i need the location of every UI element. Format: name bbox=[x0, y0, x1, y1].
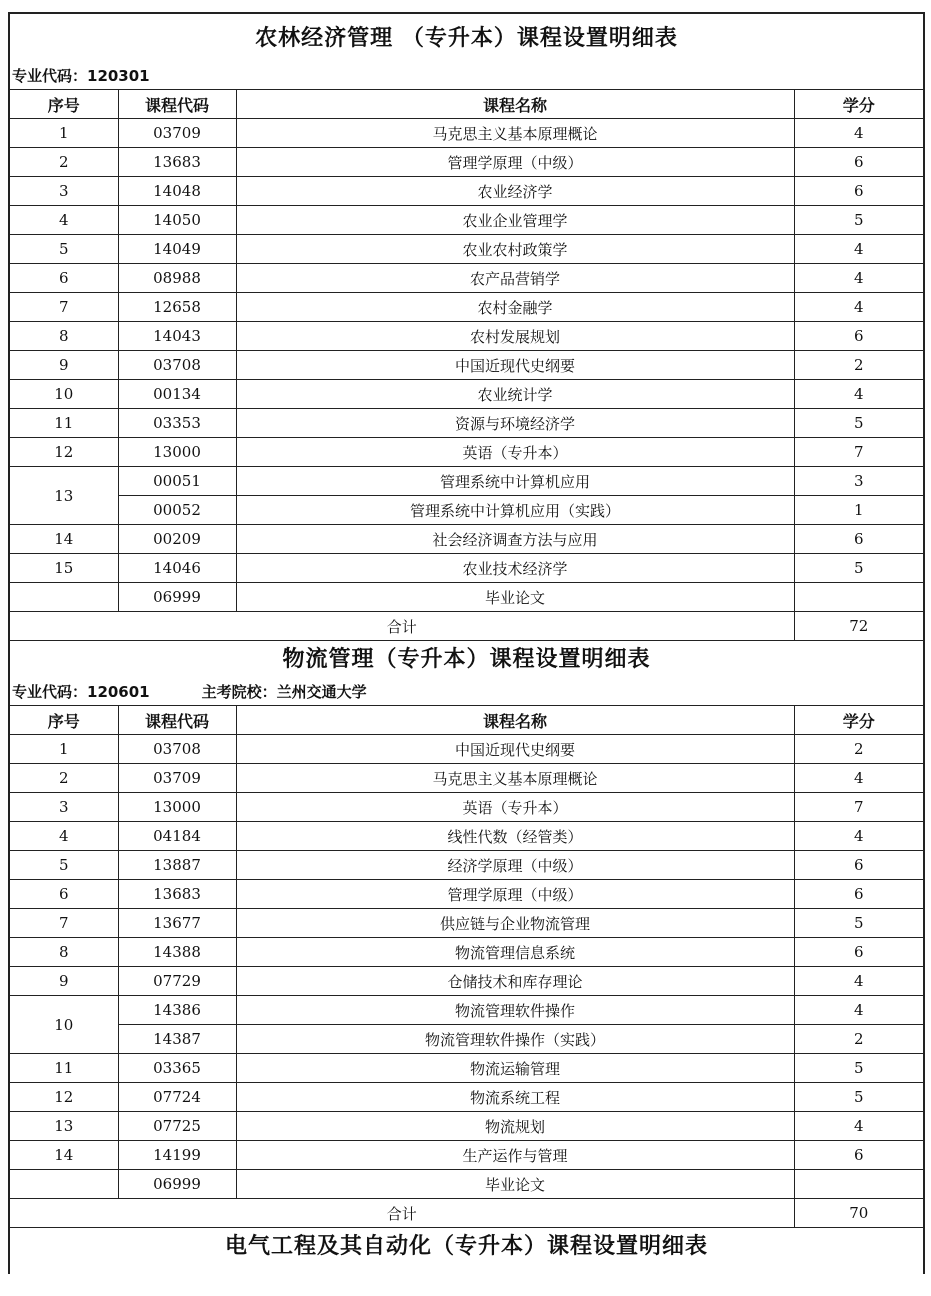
row-index: 1 bbox=[10, 735, 118, 764]
row-index: 13 bbox=[10, 467, 118, 525]
table1-header-row bbox=[10, 90, 923, 119]
row-index: 8 bbox=[10, 938, 118, 967]
table-row bbox=[10, 822, 923, 851]
row-credit: 6 bbox=[794, 938, 923, 967]
row-name: 供应链与企业物流管理 bbox=[236, 909, 794, 938]
row-code: 13677 bbox=[118, 909, 236, 938]
row-code: 07725 bbox=[118, 1112, 236, 1141]
table-row bbox=[10, 148, 923, 177]
table-row bbox=[10, 793, 923, 822]
row-credit: 7 bbox=[794, 793, 923, 822]
table2-meta bbox=[10, 679, 923, 706]
row-index: 3 bbox=[10, 177, 118, 206]
row-code: 07724 bbox=[118, 1083, 236, 1112]
row-name: 农业统计学 bbox=[236, 380, 794, 409]
table1-total-row bbox=[10, 612, 923, 641]
row-name: 马克思主义基本原理概论 bbox=[236, 764, 794, 793]
table1-major-code: 专业代码：120301 bbox=[12, 67, 150, 85]
row-credit: 5 bbox=[794, 909, 923, 938]
row-code: 14387 bbox=[118, 1025, 236, 1054]
row-credit: 4 bbox=[794, 1112, 923, 1141]
table-row bbox=[10, 467, 923, 496]
row-code: 13887 bbox=[118, 851, 236, 880]
table-row bbox=[10, 293, 923, 322]
row-code: 13683 bbox=[118, 148, 236, 177]
table-row bbox=[10, 119, 923, 148]
row-index: 4 bbox=[10, 822, 118, 851]
row-credit: 5 bbox=[794, 554, 923, 583]
row-name: 物流系统工程 bbox=[236, 1083, 794, 1112]
table-row bbox=[10, 1083, 923, 1112]
table-row bbox=[10, 554, 923, 583]
row-credit: 1 bbox=[794, 496, 923, 525]
row-index: 14 bbox=[10, 1141, 118, 1170]
row-credit: 4 bbox=[794, 235, 923, 264]
row-name: 管理学原理（中级） bbox=[236, 148, 794, 177]
table-row bbox=[10, 1170, 923, 1199]
table-row bbox=[10, 177, 923, 206]
row-name: 资源与环境经济学 bbox=[236, 409, 794, 438]
row-credit: 2 bbox=[794, 1025, 923, 1054]
table-row bbox=[10, 967, 923, 996]
row-name: 马克思主义基本原理概论 bbox=[236, 119, 794, 148]
row-credit: 5 bbox=[794, 1054, 923, 1083]
row-credit: 5 bbox=[794, 1083, 923, 1112]
table-row bbox=[10, 764, 923, 793]
table-row bbox=[10, 351, 923, 380]
row-credit: 4 bbox=[794, 380, 923, 409]
row-code: 14049 bbox=[118, 235, 236, 264]
table2-title: 物流管理（专升本）课程设置明细表 bbox=[282, 647, 651, 672]
table-row bbox=[10, 409, 923, 438]
row-code: 14043 bbox=[118, 322, 236, 351]
row-name: 物流规划 bbox=[236, 1112, 794, 1141]
row-index: 12 bbox=[10, 1083, 118, 1112]
row-code: 14386 bbox=[118, 996, 236, 1025]
row-credit: 6 bbox=[794, 525, 923, 554]
row-name: 农产品营销学 bbox=[236, 264, 794, 293]
row-code: 03709 bbox=[118, 119, 236, 148]
table2 bbox=[10, 706, 923, 1228]
row-index: 7 bbox=[10, 293, 118, 322]
table-row bbox=[10, 1141, 923, 1170]
table-row bbox=[10, 583, 923, 612]
table-row bbox=[10, 938, 923, 967]
row-credit: 6 bbox=[794, 148, 923, 177]
row-credit: 6 bbox=[794, 880, 923, 909]
row-index: 4 bbox=[10, 206, 118, 235]
table-row bbox=[10, 380, 923, 409]
row-index: 3 bbox=[10, 793, 118, 822]
row-name: 物流管理软件操作 bbox=[236, 996, 794, 1025]
row-index: 1 bbox=[10, 119, 118, 148]
row-name: 物流管理信息系统 bbox=[236, 938, 794, 967]
total-label: 合计 bbox=[10, 612, 794, 641]
row-index: 9 bbox=[10, 351, 118, 380]
row-credit: 7 bbox=[794, 438, 923, 467]
row-index: 10 bbox=[10, 996, 118, 1054]
table-row bbox=[10, 206, 923, 235]
row-name: 毕业论文 bbox=[236, 583, 794, 612]
row-name: 毕业论文 bbox=[236, 1170, 794, 1199]
row-credit bbox=[794, 1170, 923, 1199]
row-code: 14388 bbox=[118, 938, 236, 967]
table-row bbox=[10, 851, 923, 880]
header-index: 序号 bbox=[10, 90, 118, 119]
row-index: 8 bbox=[10, 322, 118, 351]
row-credit: 4 bbox=[794, 822, 923, 851]
row-index: 5 bbox=[10, 235, 118, 264]
row-credit: 6 bbox=[794, 322, 923, 351]
table2-major-code: 专业代码：120601 bbox=[12, 683, 150, 701]
table3-section bbox=[10, 1228, 923, 1266]
row-credit: 6 bbox=[794, 1141, 923, 1170]
row-index: 6 bbox=[10, 880, 118, 909]
table-row bbox=[10, 735, 923, 764]
row-name: 农村发展规划 bbox=[236, 322, 794, 351]
header-credit: 学分 bbox=[794, 706, 923, 735]
row-code: 03353 bbox=[118, 409, 236, 438]
row-credit: 6 bbox=[794, 177, 923, 206]
row-name: 物流管理软件操作（实践） bbox=[236, 1025, 794, 1054]
row-index: 12 bbox=[10, 438, 118, 467]
row-name: 社会经济调查方法与应用 bbox=[236, 525, 794, 554]
row-name: 线性代数（经管类） bbox=[236, 822, 794, 851]
row-name: 中国近现代史纲要 bbox=[236, 735, 794, 764]
header-code: 课程代码 bbox=[118, 706, 236, 735]
row-code: 14199 bbox=[118, 1141, 236, 1170]
row-code: 13683 bbox=[118, 880, 236, 909]
row-credit: 5 bbox=[794, 206, 923, 235]
row-name: 农业技术经济学 bbox=[236, 554, 794, 583]
row-name: 经济学原理（中级） bbox=[236, 851, 794, 880]
row-code: 03709 bbox=[118, 764, 236, 793]
row-credit: 4 bbox=[794, 293, 923, 322]
row-code: 08988 bbox=[118, 264, 236, 293]
table3-title: 电气工程及其自动化（专升本）课程设置明细表 bbox=[224, 1234, 708, 1259]
header-name: 课程名称 bbox=[236, 90, 794, 119]
row-code: 06999 bbox=[118, 583, 236, 612]
row-credit: 3 bbox=[794, 467, 923, 496]
row-index: 5 bbox=[10, 851, 118, 880]
row-code: 03708 bbox=[118, 735, 236, 764]
row-code: 00051 bbox=[118, 467, 236, 496]
table2-section bbox=[10, 641, 923, 1228]
row-index: 13 bbox=[10, 1112, 118, 1141]
table2-school: 主考院校：兰州交通大学 bbox=[201, 683, 367, 701]
total-label: 合计 bbox=[10, 1199, 794, 1228]
total-value: 72 bbox=[794, 612, 923, 641]
table-row bbox=[10, 1112, 923, 1141]
header-index: 序号 bbox=[10, 706, 118, 735]
row-name: 管理学原理（中级） bbox=[236, 880, 794, 909]
table-row bbox=[10, 264, 923, 293]
row-name: 物流运输管理 bbox=[236, 1054, 794, 1083]
row-index: 2 bbox=[10, 148, 118, 177]
table-row bbox=[10, 235, 923, 264]
table-row bbox=[10, 996, 923, 1025]
table1-meta bbox=[10, 63, 923, 90]
row-index: 15 bbox=[10, 554, 118, 583]
table1 bbox=[10, 90, 923, 641]
row-code: 00134 bbox=[118, 380, 236, 409]
row-name: 英语（专升本） bbox=[236, 793, 794, 822]
table2-header-row bbox=[10, 706, 923, 735]
row-code: 14050 bbox=[118, 206, 236, 235]
row-name: 管理系统中计算机应用 bbox=[236, 467, 794, 496]
row-index: 11 bbox=[10, 1054, 118, 1083]
row-code: 04184 bbox=[118, 822, 236, 851]
row-credit: 4 bbox=[794, 996, 923, 1025]
row-index bbox=[10, 1170, 118, 1199]
row-credit: 2 bbox=[794, 351, 923, 380]
row-index: 14 bbox=[10, 525, 118, 554]
row-credit: 4 bbox=[794, 764, 923, 793]
table-row bbox=[10, 496, 923, 525]
total-value: 70 bbox=[794, 1199, 923, 1228]
row-code: 13000 bbox=[118, 793, 236, 822]
row-credit: 5 bbox=[794, 409, 923, 438]
table-row bbox=[10, 438, 923, 467]
row-credit: 4 bbox=[794, 967, 923, 996]
row-index bbox=[10, 583, 118, 612]
table2-total-row bbox=[10, 1199, 923, 1228]
row-code: 14046 bbox=[118, 554, 236, 583]
document-page bbox=[8, 12, 925, 1274]
row-name: 农业企业管理学 bbox=[236, 206, 794, 235]
table-row bbox=[10, 322, 923, 351]
row-code: 00209 bbox=[118, 525, 236, 554]
table-row bbox=[10, 1025, 923, 1054]
row-credit: 4 bbox=[794, 119, 923, 148]
row-name: 管理系统中计算机应用（实践） bbox=[236, 496, 794, 525]
table1-title: 农林经济管理 （专升本）课程设置明细表 bbox=[255, 26, 678, 51]
table-row bbox=[10, 909, 923, 938]
row-index: 6 bbox=[10, 264, 118, 293]
row-code: 03365 bbox=[118, 1054, 236, 1083]
row-name: 仓储技术和库存理论 bbox=[236, 967, 794, 996]
header-code: 课程代码 bbox=[118, 90, 236, 119]
row-index: 11 bbox=[10, 409, 118, 438]
row-code: 03708 bbox=[118, 351, 236, 380]
row-code: 07729 bbox=[118, 967, 236, 996]
row-credit bbox=[794, 583, 923, 612]
table1-section bbox=[10, 14, 923, 641]
row-credit: 4 bbox=[794, 264, 923, 293]
row-index: 9 bbox=[10, 967, 118, 996]
row-index: 7 bbox=[10, 909, 118, 938]
row-code: 06999 bbox=[118, 1170, 236, 1199]
row-name: 英语（专升本） bbox=[236, 438, 794, 467]
row-credit: 2 bbox=[794, 735, 923, 764]
row-name: 农业农村政策学 bbox=[236, 235, 794, 264]
table-row bbox=[10, 880, 923, 909]
row-code: 00052 bbox=[118, 496, 236, 525]
row-name: 生产运作与管理 bbox=[236, 1141, 794, 1170]
row-credit: 6 bbox=[794, 851, 923, 880]
row-name: 中国近现代史纲要 bbox=[236, 351, 794, 380]
header-credit: 学分 bbox=[794, 90, 923, 119]
table-row bbox=[10, 525, 923, 554]
row-index: 2 bbox=[10, 764, 118, 793]
row-code: 14048 bbox=[118, 177, 236, 206]
row-code: 12658 bbox=[118, 293, 236, 322]
header-name: 课程名称 bbox=[236, 706, 794, 735]
row-name: 农村金融学 bbox=[236, 293, 794, 322]
row-code: 13000 bbox=[118, 438, 236, 467]
row-name: 农业经济学 bbox=[236, 177, 794, 206]
row-index: 10 bbox=[10, 380, 118, 409]
table-row bbox=[10, 1054, 923, 1083]
